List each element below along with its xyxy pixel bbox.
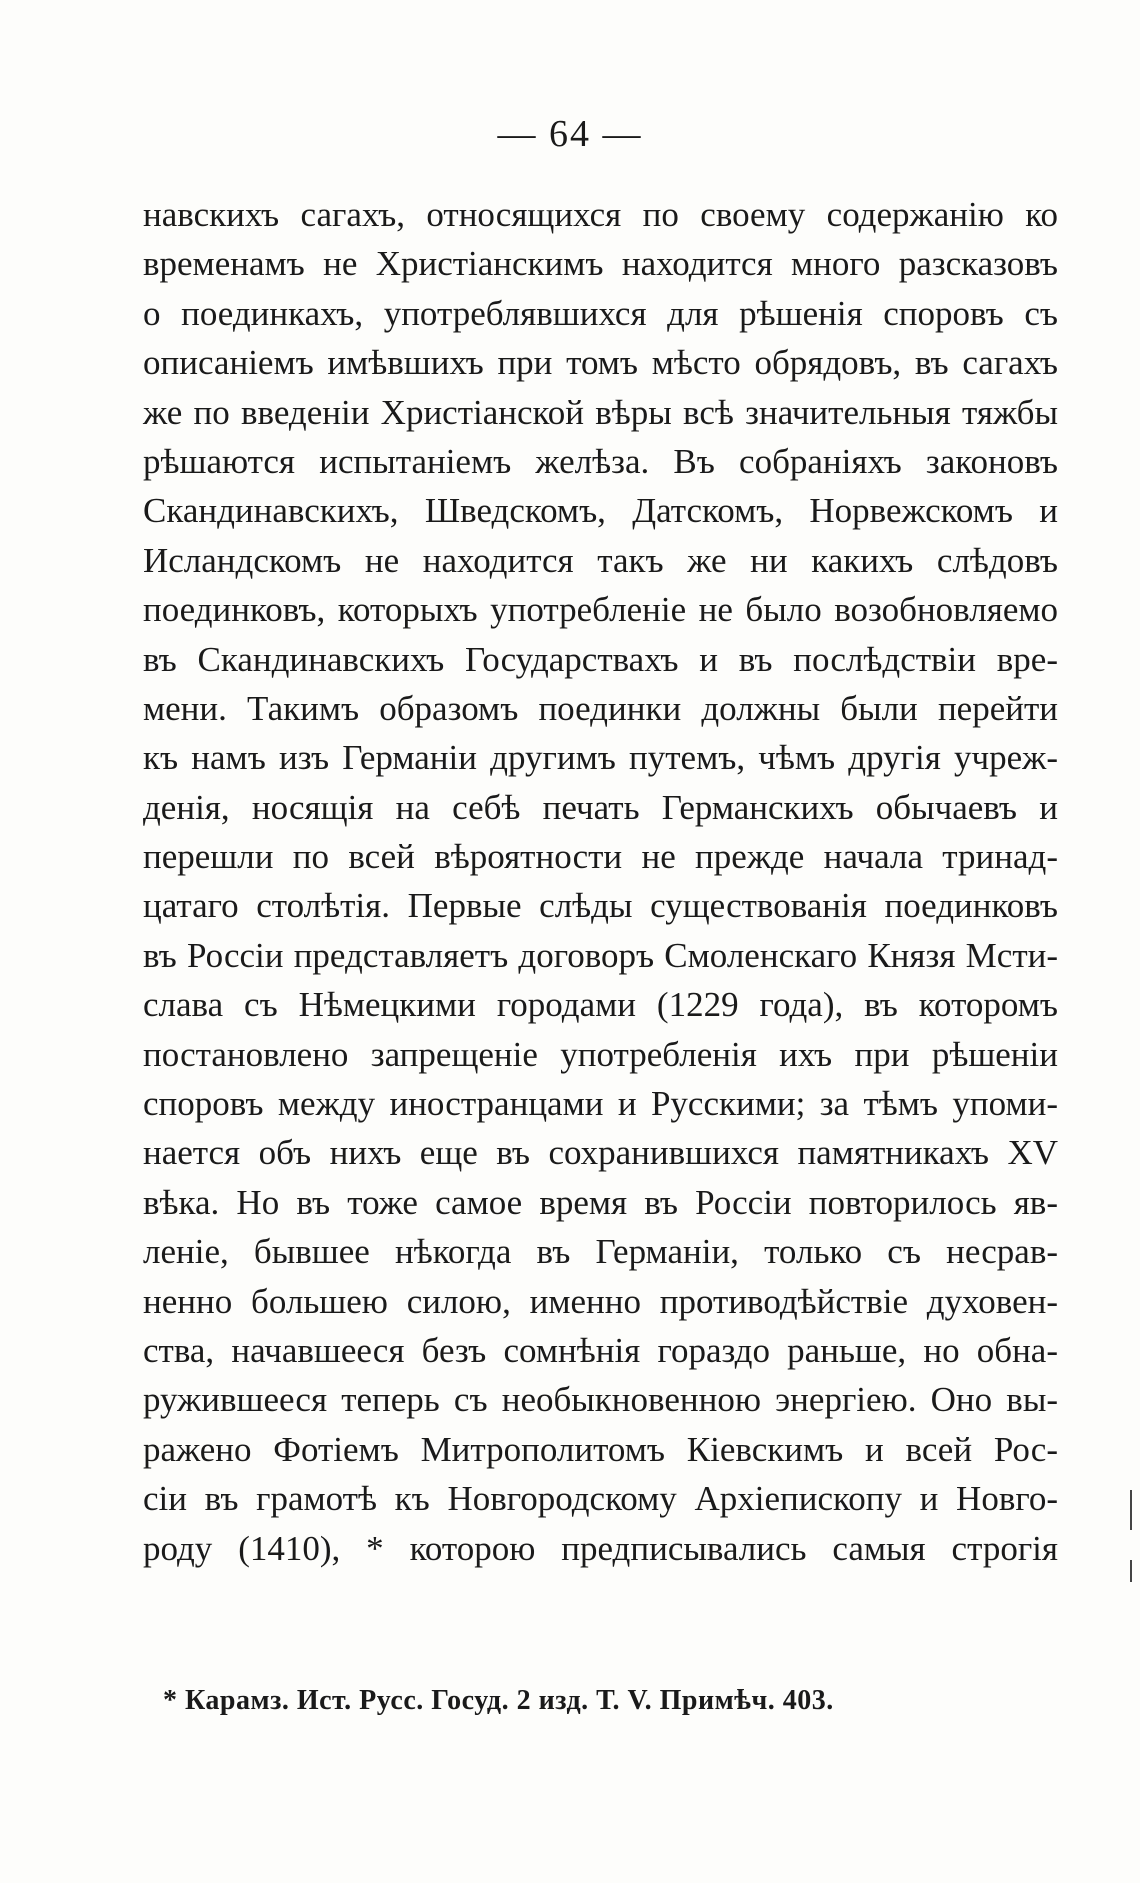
body-text: [143, 190, 1058, 1573]
text-line: поединковъ, которыхъ употребленіе не было возобновляемо: [143, 590, 1058, 630]
text-line: ненно большею силою, именно противодѣйствіе духовен-: [143, 1281, 1058, 1321]
text-line: ружившееся теперь съ необыкновенною энергіею. Оно вы-: [143, 1380, 1058, 1420]
page-number-header: — 64 —: [497, 113, 643, 155]
text-line: ства, начавшееся безъ сомнѣнія гораздо раньше, но обна-: [143, 1330, 1058, 1370]
text-line: Исландскомъ не находится такъ же ни какихъ слѣдовъ: [143, 540, 1058, 580]
page-edge-mark: [1130, 1490, 1132, 1530]
text-line: постановлено запрещеніе употребленія ихъ при рѣшеніи: [143, 1034, 1058, 1074]
text-line: рѣшаются испытаніемъ желѣза. Въ собраніяхъ законовъ: [143, 441, 1058, 481]
text-line: роду (1410), * которою предписывались самыя строгія: [143, 1528, 1058, 1568]
text-line: мени. Такимъ образомъ поединки должны были перейти: [143, 688, 1058, 728]
text-line: нается объ нихъ еще въ сохранившихся памятникахъ XV: [143, 1133, 1058, 1173]
text-line: сіи въ грамотѣ къ Новгородскому Архіепископу и Новго-: [143, 1479, 1058, 1519]
text-line: леніе, бывшее нѣкогда въ Германіи, только съ несрав-: [143, 1232, 1058, 1272]
text-line: слава съ Нѣмецкими городами (1229 года), въ которомъ: [143, 985, 1058, 1025]
text-line: въ Скандинавскихъ Государствахъ и въ послѣдствіи вре-: [143, 639, 1058, 679]
text-line: же по введеніи Христіанской вѣры всѣ значительныя тяжбы: [143, 392, 1058, 432]
page-edge-mark: [1130, 1560, 1132, 1582]
text-line: навскихъ сагахъ, относящихся по своему содержанію ко: [143, 195, 1058, 234]
text-line: денія, носящія на себѣ печать Германскихъ обычаевъ и: [143, 787, 1058, 827]
text-line: къ намъ изъ Германіи другимъ путемъ, чѣмъ другія учреж-: [143, 738, 1058, 778]
text-line: о поединкахъ, употреблявшихся для рѣшенія споровъ съ: [143, 293, 1058, 333]
text-line: споровъ между иностранцами и Русскими; за тѣмъ упоми-: [143, 1084, 1058, 1124]
text-line: вѣка. Но въ тоже самое время въ Россіи повторилось яв-: [143, 1182, 1058, 1222]
text-line: перешли по всей вѣроятности не прежде начала тринад-: [143, 837, 1058, 877]
text-line: цатаго столѣтія. Первые слѣды существованія поединковъ: [143, 886, 1058, 926]
footnote: * Карамз. Ист. Русс. Госуд. 2 изд. Т. V. Примѣч. 403.: [163, 1685, 834, 1716]
text-line: описаніемъ имѣвшихъ при томъ мѣсто обрядовъ, въ сагахъ: [143, 343, 1058, 383]
text-line: временамъ не Христіанскимъ находится много разсказовъ: [143, 244, 1058, 284]
text-line: Скандинавскихъ, Шведскомъ, Датскомъ, Норвежскомъ и: [143, 491, 1058, 531]
text-line: ражено Фотіемъ Митрополитомъ Кіевскимъ и всей Рос-: [143, 1429, 1058, 1469]
text-line: въ Россіи представляетъ договоръ Смоленскаго Князя Мсти-: [143, 935, 1058, 975]
